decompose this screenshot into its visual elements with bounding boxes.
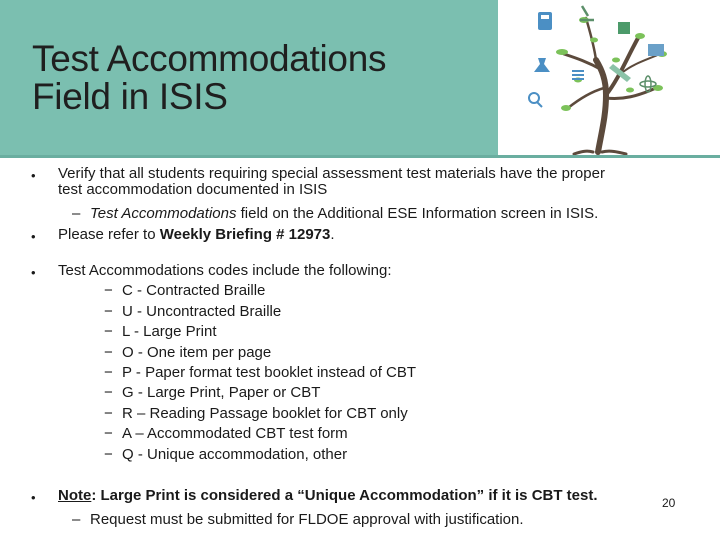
code-item-2: U - Uncontracted Braille xyxy=(122,303,282,320)
bullet-2-marker: • xyxy=(31,229,36,244)
bullet-2-prefix: Please refer to xyxy=(58,226,160,243)
title-line-2: Field in ISIS xyxy=(32,76,228,117)
bullet-1-line-1: Verify that all students requiring special assessment test materials have the proper xyxy=(58,165,605,182)
code-item-5: P - Paper format test booklet instead of CBT xyxy=(122,364,417,381)
code-dash: − xyxy=(104,384,113,401)
bullet-1-sub-text xyxy=(90,205,598,223)
bullet-4-marker: • xyxy=(31,490,36,505)
code-dash: − xyxy=(104,364,113,381)
code-dash: − xyxy=(104,323,113,340)
bullet-4-note xyxy=(58,487,598,505)
bullet-2-suffix: . xyxy=(330,226,335,243)
code-dash: − xyxy=(104,344,113,361)
bullet-1-marker: • xyxy=(31,168,36,183)
bullet-1-sub-rest: field on the Additional ESE Information screen in ISIS. xyxy=(236,205,599,222)
bullet-3-marker: • xyxy=(31,265,36,280)
code-item-9: Q - Unique accommodation, other xyxy=(122,446,348,463)
note-label: Note xyxy=(58,487,92,504)
code-item-7: R – Reading Passage booklet for CBT only xyxy=(122,405,408,422)
bullet-1-line-2: test accommodation documented in ISIS xyxy=(58,181,328,198)
code-item-6: G - Large Print, Paper or CBT xyxy=(122,384,321,401)
code-dash: − xyxy=(104,303,113,320)
code-dash: − xyxy=(104,425,113,442)
code-item-4: O - One item per page xyxy=(122,344,272,361)
code-item-1: C - Contracted Braille xyxy=(122,282,266,299)
bullet-2-text xyxy=(58,226,335,244)
code-item-8: A – Accommodated CBT test form xyxy=(122,425,348,442)
code-dash: − xyxy=(104,446,113,463)
bullet-1-sub-dash: – xyxy=(72,205,81,222)
bullet-2-briefing-link: Weekly Briefing # 12973 xyxy=(159,226,331,243)
bullet-3-intro: Test Accommodations codes include the following: xyxy=(58,262,392,279)
slide-number: 20 xyxy=(662,496,676,510)
bullet-4-sub-text: Request must be submitted for FLDOE approval with justification. xyxy=(90,511,524,528)
title-line-1: Test Accommodations xyxy=(32,38,387,79)
code-dash: − xyxy=(104,282,113,299)
bullet-4-sub-dash: – xyxy=(72,511,81,528)
code-item-3: L - Large Print xyxy=(122,323,217,340)
bullet-1-sub-italic: Test Accommodations xyxy=(90,205,237,222)
note-text: : Large Print is considered a “Unique Accommodation” if it is CBT test. xyxy=(91,487,598,504)
code-dash: − xyxy=(104,405,113,422)
